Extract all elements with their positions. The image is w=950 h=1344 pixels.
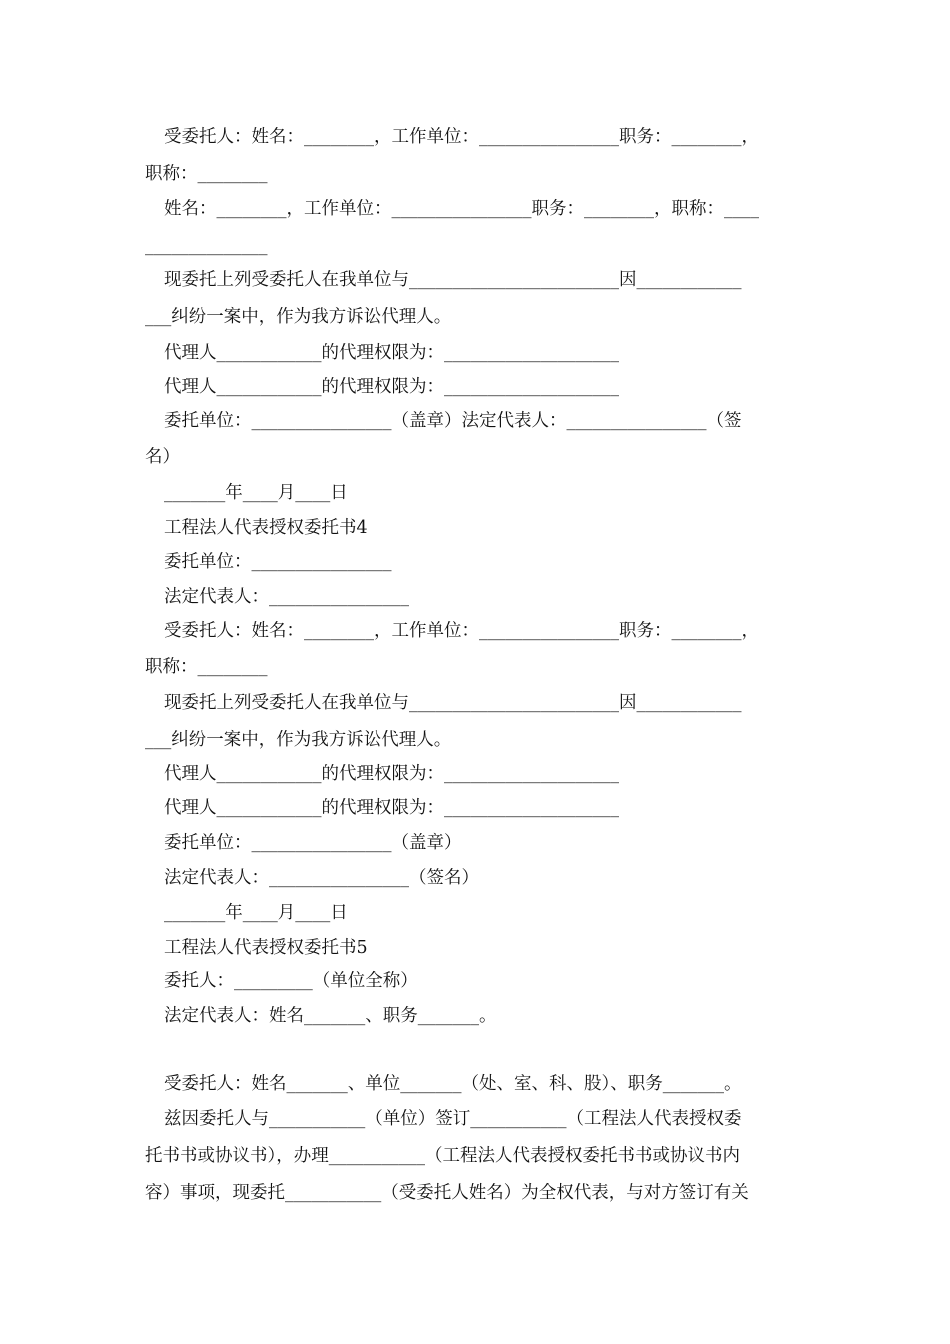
text-line: 托书书或协议书），办理___________（工程法人代表授权委托书书或协议书内 — [145, 1146, 740, 1166]
text-line: 代理人____________的代理权限为：____________________ — [164, 343, 619, 363]
text-line: 法定代表人：姓名_______、职务_______。 — [164, 1006, 497, 1026]
text-line: 兹因委托人与___________（单位）签订___________（工程法人代表授权委 — [164, 1109, 742, 1129]
section-heading: 工程法人代表授权委托书4 — [164, 518, 368, 538]
text-line: 职称：________ — [145, 164, 268, 184]
text-line: ___纠纷一案中，作为我方诉讼代理人。 — [145, 307, 452, 327]
text-line: 代理人____________的代理权限为：____________________ — [164, 764, 619, 784]
text-line: 委托单位：________________（盖章） — [164, 833, 462, 853]
text-line: 法定代表人：________________（签名） — [164, 868, 479, 888]
text-line: 受委托人：姓名：________，工作单位：________________职务：________， — [164, 127, 759, 147]
text-line: 现委托上列受委托人在我单位与________________________因____________ — [164, 270, 742, 290]
text-line: 委托单位：________________（盖章）法定代表人：________________（签 — [164, 411, 742, 431]
text-line: 现委托上列受委托人在我单位与________________________因____________ — [164, 693, 742, 713]
text-line: 姓名：________，工作单位：________________职务：________，职称：____ — [164, 199, 759, 219]
text-line: 法定代表人：________________ — [164, 587, 409, 607]
section-heading: 工程法人代表授权委托书5 — [164, 938, 368, 958]
text-line: 容）事项，现委托___________（受委托人姓名）为全权代表，与对方签订有关 — [145, 1183, 749, 1203]
text-line: 名） — [145, 447, 180, 467]
date-line: _______年____月____日 — [164, 483, 348, 503]
text-line: 委托人：_________（单位全称） — [164, 971, 418, 991]
text-line: 代理人____________的代理权限为：____________________ — [164, 798, 619, 818]
text-line: 职称：________ — [145, 657, 268, 677]
text-line: 委托单位：________________ — [164, 552, 392, 572]
date-line: _______年____月____日 — [164, 903, 348, 923]
text-line: 代理人____________的代理权限为：____________________ — [164, 377, 619, 397]
text-line: ___纠纷一案中，作为我方诉讼代理人。 — [145, 730, 452, 750]
text-line: 受委托人：姓名：________，工作单位：________________职务：________， — [164, 621, 759, 641]
text-line: 受委托人：姓名_______、单位_______（处、室、科、股）、职务_______。 — [164, 1074, 742, 1094]
text-line: ______________ — [145, 236, 268, 256]
